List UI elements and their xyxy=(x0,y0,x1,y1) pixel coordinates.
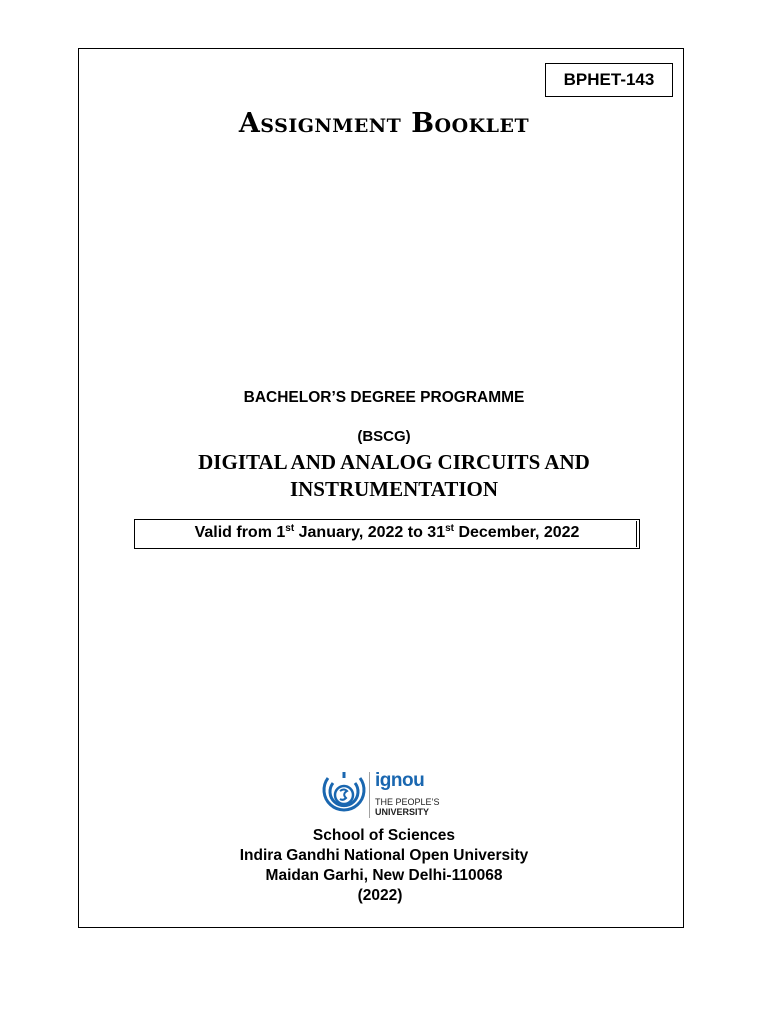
logo-tagline-2: UNIVERSITY xyxy=(375,807,430,817)
programme-name: BACHELOR’S DEGREE PROGRAMME xyxy=(243,389,525,406)
validity-text: Valid from 1st January, 2022 to 31st December, 2022 xyxy=(194,523,580,541)
logo-tagline-1: THE PEOPLE’S xyxy=(375,797,440,807)
logo-wordmark: ignou xyxy=(375,770,425,791)
course-title-line-2: INSTRUMENTATION xyxy=(289,477,499,501)
university-location: Maidan Garhi, New Delhi-110068 xyxy=(265,867,503,884)
course-title xyxy=(0,449,768,503)
school-name: School of Sciences xyxy=(312,827,456,844)
booklet-title: Assignment Booklet xyxy=(238,108,530,139)
ignou-logo xyxy=(318,770,448,820)
university-name: Indira Gandhi National Open University xyxy=(239,847,529,864)
ignou-emblem-icon xyxy=(318,770,370,820)
course-code-box xyxy=(545,63,673,97)
programme-code: (BSCG) xyxy=(357,428,411,445)
course-title-line-1: DIGITAL AND ANALOG CIRCUITS AND xyxy=(198,450,590,474)
validity-box xyxy=(134,519,640,549)
publication-year: (2022) xyxy=(357,887,403,904)
course-code: BPHET-143 xyxy=(563,70,655,89)
